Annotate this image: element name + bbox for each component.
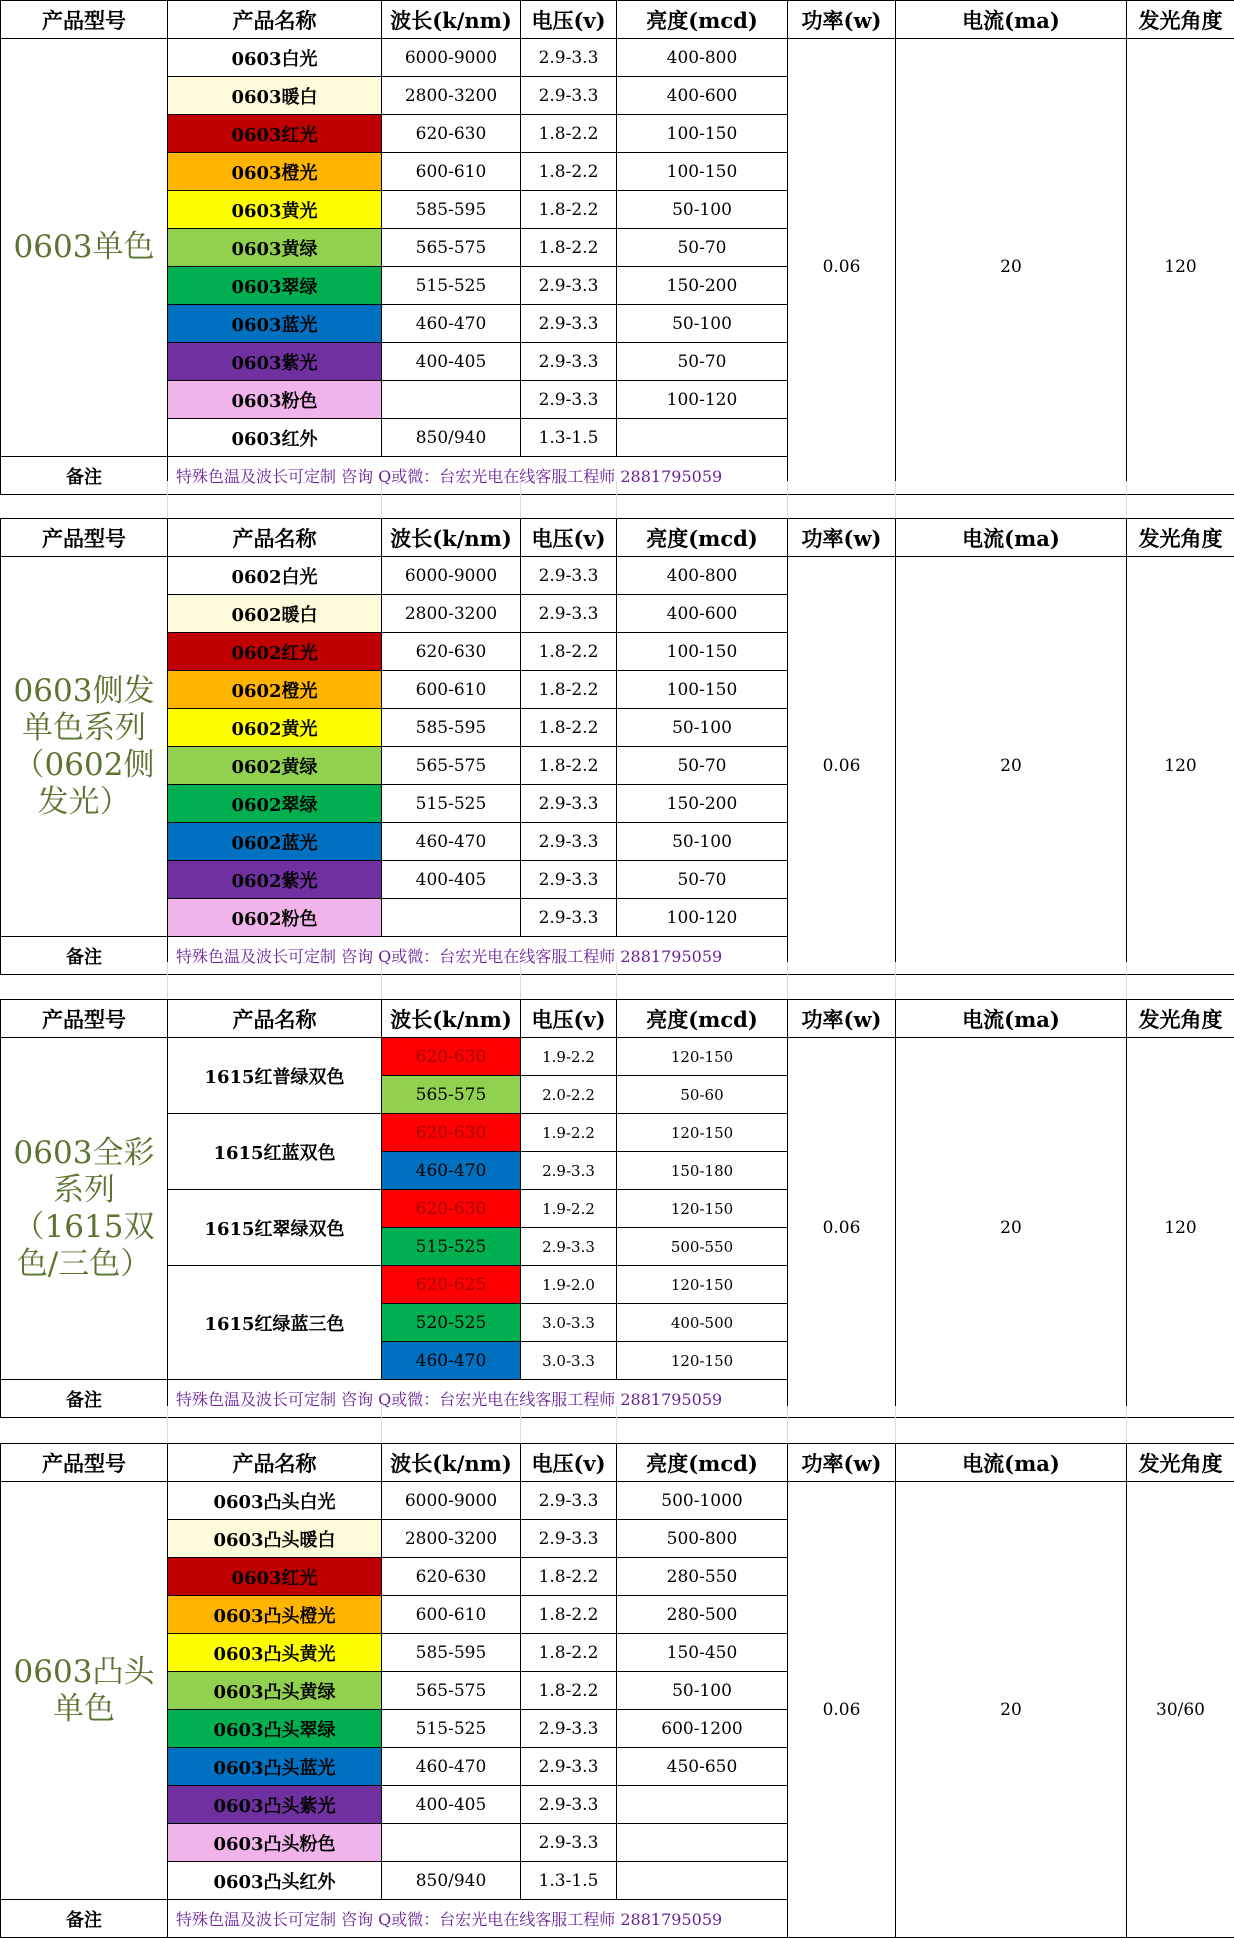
product-name-cell: 0602粉色: [168, 899, 382, 937]
wavelength-cell: 585-595: [382, 1634, 521, 1672]
brightness-cell: 600-1200: [617, 1710, 788, 1748]
brightness-cell: 50-100: [617, 305, 788, 343]
product-name-cell: 0602黄光: [168, 709, 382, 747]
column-header: 亮度(mcd): [617, 1000, 788, 1038]
voltage-cell: 2.9-3.3: [521, 305, 617, 343]
voltage-cell: 2.9-3.3: [521, 1748, 617, 1786]
note-text: 特殊色温及波长可定制 咨询 Q或微：台宏光电在线客服工程师 2881795059: [168, 457, 788, 495]
wavelength-cell: [382, 1824, 521, 1862]
voltage-cell: 1.3-1.5: [521, 419, 617, 457]
column-header: 产品名称: [168, 1, 382, 39]
wavelength-cell: 460-470: [382, 1342, 521, 1380]
table-row: [1, 1482, 1234, 1520]
header-row: [1, 519, 1234, 557]
note-text: 特殊色温及波长可定制 咨询 Q或微：台宏光电在线客服工程师 2881795059: [168, 937, 788, 975]
wavelength-cell: 565-575: [382, 229, 521, 267]
column-header: 电流(ma): [896, 1000, 1127, 1038]
product-name-cell: 0603暖白: [168, 77, 382, 115]
column-header: 功率(w): [788, 1, 896, 39]
column-header: 亮度(mcd): [617, 519, 788, 557]
wavelength-cell: 620-630: [382, 115, 521, 153]
wavelength-cell: 620-625: [382, 1266, 521, 1304]
wavelength-cell: 515-525: [382, 1228, 521, 1266]
model-cell: 0603单色: [1, 39, 168, 457]
column-header: 波长(k/nm): [382, 1000, 521, 1038]
note-text: 特殊色温及波长可定制 咨询 Q或微：台宏光电在线客服工程师 2881795059: [168, 1900, 788, 1938]
section-gap: [0, 1406, 1234, 1443]
wavelength-cell: 565-575: [382, 1076, 521, 1114]
wavelength-cell: 565-575: [382, 1672, 521, 1710]
brightness-cell: 120-150: [617, 1266, 788, 1304]
column-header: 电压(v): [521, 1444, 617, 1482]
voltage-cell: 2.9-3.3: [521, 1228, 617, 1266]
wavelength-cell: 600-610: [382, 1596, 521, 1634]
wavelength-cell: 6000-9000: [382, 39, 521, 77]
power-cell: 0.06: [788, 39, 896, 495]
brightness-cell: 100-120: [617, 899, 788, 937]
header-row: [1, 1444, 1234, 1482]
brightness-cell: 100-150: [617, 671, 788, 709]
product-name-cell: 0603凸头白光: [168, 1482, 382, 1520]
brightness-cell: 400-800: [617, 557, 788, 595]
wavelength-cell: 515-525: [382, 1710, 521, 1748]
wavelength-cell: 2800-3200: [382, 1520, 521, 1558]
wavelength-cell: 460-470: [382, 305, 521, 343]
product-name-cell: 0603橙光: [168, 153, 382, 191]
brightness-cell: 150-450: [617, 1634, 788, 1672]
voltage-cell: 1.8-2.2: [521, 747, 617, 785]
current-cell: 20: [896, 1482, 1127, 1938]
product-name-cell: 1615红普绿双色: [168, 1038, 382, 1114]
column-header: 产品型号: [1, 519, 168, 557]
brightness-cell: [617, 1824, 788, 1862]
product-name-cell: 0602黄绿: [168, 747, 382, 785]
brightness-cell: 120-150: [617, 1190, 788, 1228]
column-header: 产品型号: [1, 1000, 168, 1038]
voltage-cell: 2.9-3.3: [521, 1482, 617, 1520]
voltage-cell: 2.9-3.3: [521, 899, 617, 937]
column-header: 电流(ma): [896, 519, 1127, 557]
brightness-cell: [617, 419, 788, 457]
wavelength-cell: 400-405: [382, 343, 521, 381]
wavelength-cell: 460-470: [382, 1152, 521, 1190]
column-header: 产品型号: [1, 1444, 168, 1482]
column-header: 功率(w): [788, 1444, 896, 1482]
current-cell: 20: [896, 1038, 1127, 1418]
wavelength-cell: 460-470: [382, 1748, 521, 1786]
product-name-cell: 0602白光: [168, 557, 382, 595]
power-cell: 0.06: [788, 557, 896, 975]
angle-cell: 120: [1127, 1038, 1234, 1418]
product-name-cell: 0603红外: [168, 419, 382, 457]
column-header: 亮度(mcd): [617, 1, 788, 39]
brightness-cell: 120-150: [617, 1114, 788, 1152]
voltage-cell: 1.3-1.5: [521, 1862, 617, 1900]
note-label: 备注: [1, 937, 168, 975]
column-header: 波长(k/nm): [382, 519, 521, 557]
voltage-cell: 1.8-2.2: [521, 1634, 617, 1672]
product-name-cell: 0602橙光: [168, 671, 382, 709]
column-header: 发光角度: [1127, 1, 1234, 39]
brightness-cell: 50-100: [617, 823, 788, 861]
wavelength-cell: [382, 899, 521, 937]
wavelength-cell: 6000-9000: [382, 1482, 521, 1520]
column-header: 产品型号: [1, 1, 168, 39]
brightness-cell: 150-180: [617, 1152, 788, 1190]
voltage-cell: 2.9-3.3: [521, 861, 617, 899]
voltage-cell: 1.9-2.2: [521, 1190, 617, 1228]
voltage-cell: 2.9-3.3: [521, 1824, 617, 1862]
model-cell: 0603全彩系列（1615双色/三色）: [1, 1038, 168, 1380]
brightness-cell: 50-60: [617, 1076, 788, 1114]
product-name-cell: 0603凸头橙光: [168, 1596, 382, 1634]
product-name-cell: 0603凸头紫光: [168, 1786, 382, 1824]
power-cell: 0.06: [788, 1038, 896, 1418]
wavelength-cell: 620-630: [382, 1038, 521, 1076]
brightness-cell: 50-70: [617, 861, 788, 899]
wavelength-cell: [382, 381, 521, 419]
wavelength-cell: 850/940: [382, 419, 521, 457]
product-name-cell: 0603凸头红外: [168, 1862, 382, 1900]
wavelength-cell: 400-405: [382, 1786, 521, 1824]
wavelength-cell: 620-630: [382, 633, 521, 671]
product-name-cell: 0603凸头黄绿: [168, 1672, 382, 1710]
wavelength-cell: 600-610: [382, 671, 521, 709]
wavelength-cell: 620-630: [382, 1558, 521, 1596]
product-name-cell: 0602红光: [168, 633, 382, 671]
product-name-cell: 0602暖白: [168, 595, 382, 633]
section-gap: [0, 481, 1234, 518]
voltage-cell: 1.8-2.2: [521, 1596, 617, 1634]
column-header: 产品名称: [168, 519, 382, 557]
voltage-cell: 1.8-2.2: [521, 229, 617, 267]
header-row: [1, 1000, 1234, 1038]
brightness-cell: 280-500: [617, 1596, 788, 1634]
column-header: 电流(ma): [896, 1, 1127, 39]
voltage-cell: 1.8-2.2: [521, 153, 617, 191]
column-header: 波长(k/nm): [382, 1444, 521, 1482]
voltage-cell: 2.9-3.3: [521, 77, 617, 115]
voltage-cell: 2.9-3.3: [521, 381, 617, 419]
brightness-cell: 400-500: [617, 1304, 788, 1342]
product-name-cell: 1615红蓝双色: [168, 1114, 382, 1190]
voltage-cell: 1.8-2.2: [521, 115, 617, 153]
note-label: 备注: [1, 1380, 168, 1418]
column-header: 电压(v): [521, 519, 617, 557]
brightness-cell: 50-70: [617, 343, 788, 381]
spec-table-4: [0, 1443, 1234, 1938]
product-name-cell: 0603凸头粉色: [168, 1824, 382, 1862]
brightness-cell: [617, 1862, 788, 1900]
column-header: 亮度(mcd): [617, 1444, 788, 1482]
table-row: [1, 1038, 1234, 1076]
voltage-cell: 1.8-2.2: [521, 633, 617, 671]
voltage-cell: 2.9-3.3: [521, 1710, 617, 1748]
product-name-cell: 0603红光: [168, 1558, 382, 1596]
voltage-cell: 3.0-3.3: [521, 1304, 617, 1342]
angle-cell: 120: [1127, 557, 1234, 975]
product-name-cell: 0602蓝光: [168, 823, 382, 861]
voltage-cell: 1.9-2.0: [521, 1266, 617, 1304]
wavelength-cell: 2800-3200: [382, 77, 521, 115]
column-header: 电流(ma): [896, 1444, 1127, 1482]
brightness-cell: 50-70: [617, 229, 788, 267]
brightness-cell: 50-100: [617, 1672, 788, 1710]
voltage-cell: 1.8-2.2: [521, 1558, 617, 1596]
product-name-cell: 0603翠绿: [168, 267, 382, 305]
note-label: 备注: [1, 1900, 168, 1938]
voltage-cell: 1.8-2.2: [521, 191, 617, 229]
wavelength-cell: 585-595: [382, 191, 521, 229]
wavelength-cell: 850/940: [382, 1862, 521, 1900]
wavelength-cell: 400-405: [382, 861, 521, 899]
voltage-cell: 2.9-3.3: [521, 1520, 617, 1558]
brightness-cell: 280-550: [617, 1558, 788, 1596]
voltage-cell: 2.9-3.3: [521, 1786, 617, 1824]
product-name-cell: 0602翠绿: [168, 785, 382, 823]
voltage-cell: 2.0-2.2: [521, 1076, 617, 1114]
voltage-cell: 2.9-3.3: [521, 595, 617, 633]
wavelength-cell: 620-630: [382, 1190, 521, 1228]
column-header: 发光角度: [1127, 519, 1234, 557]
brightness-cell: 450-650: [617, 1748, 788, 1786]
brightness-cell: 400-600: [617, 77, 788, 115]
note-text: 特殊色温及波长可定制 咨询 Q或微：台宏光电在线客服工程师 2881795059: [168, 1380, 788, 1418]
brightness-cell: 150-200: [617, 267, 788, 305]
product-name-cell: 0603紫光: [168, 343, 382, 381]
angle-cell: 30/60: [1127, 1482, 1234, 1938]
column-header: 电压(v): [521, 1000, 617, 1038]
brightness-cell: 500-1000: [617, 1482, 788, 1520]
column-header: 发光角度: [1127, 1000, 1234, 1038]
table-row: [1, 557, 1234, 595]
wavelength-cell: 515-525: [382, 267, 521, 305]
brightness-cell: 500-550: [617, 1228, 788, 1266]
voltage-cell: 1.8-2.2: [521, 709, 617, 747]
voltage-cell: 1.9-2.2: [521, 1038, 617, 1076]
voltage-cell: 2.9-3.3: [521, 785, 617, 823]
voltage-cell: 2.9-3.3: [521, 823, 617, 861]
product-name-cell: 1615红翠绿双色: [168, 1190, 382, 1266]
current-cell: 20: [896, 39, 1127, 495]
wavelength-cell: 2800-3200: [382, 595, 521, 633]
brightness-cell: 50-100: [617, 191, 788, 229]
product-name-cell: 0603蓝光: [168, 305, 382, 343]
product-name-cell: 0603凸头暖白: [168, 1520, 382, 1558]
spec-table-2: [0, 518, 1234, 975]
wavelength-cell: 515-525: [382, 785, 521, 823]
voltage-cell: 2.9-3.3: [521, 1152, 617, 1190]
product-name-cell: 1615红绿蓝三色: [168, 1266, 382, 1380]
column-header: 功率(w): [788, 1000, 896, 1038]
wavelength-cell: 585-595: [382, 709, 521, 747]
column-header: 电压(v): [521, 1, 617, 39]
brightness-cell: 400-800: [617, 39, 788, 77]
product-name-cell: 0603粉色: [168, 381, 382, 419]
voltage-cell: 2.9-3.3: [521, 267, 617, 305]
wavelength-cell: 565-575: [382, 747, 521, 785]
brightness-cell: 150-200: [617, 785, 788, 823]
header-row: [1, 1, 1234, 39]
brightness-cell: 100-150: [617, 633, 788, 671]
brightness-cell: [617, 1786, 788, 1824]
column-header: 产品名称: [168, 1444, 382, 1482]
product-name-cell: 0603白光: [168, 39, 382, 77]
column-header: 功率(w): [788, 519, 896, 557]
voltage-cell: 1.8-2.2: [521, 671, 617, 709]
product-name-cell: 0603红光: [168, 115, 382, 153]
brightness-cell: 400-600: [617, 595, 788, 633]
column-header: 产品名称: [168, 1000, 382, 1038]
product-name-cell: 0602紫光: [168, 861, 382, 899]
voltage-cell: 2.9-3.3: [521, 557, 617, 595]
brightness-cell: 100-150: [617, 115, 788, 153]
brightness-cell: 500-800: [617, 1520, 788, 1558]
section-gap: [0, 962, 1234, 999]
wavelength-cell: 6000-9000: [382, 557, 521, 595]
wavelength-cell: 600-610: [382, 153, 521, 191]
column-header: 发光角度: [1127, 1444, 1234, 1482]
product-name-cell: 0603黄光: [168, 191, 382, 229]
current-cell: 20: [896, 557, 1127, 975]
wavelength-cell: 620-630: [382, 1114, 521, 1152]
power-cell: 0.06: [788, 1482, 896, 1938]
brightness-cell: 120-150: [617, 1038, 788, 1076]
voltage-cell: 1.8-2.2: [521, 1672, 617, 1710]
product-name-cell: 0603凸头蓝光: [168, 1748, 382, 1786]
column-header: 波长(k/nm): [382, 1, 521, 39]
brightness-cell: 50-70: [617, 747, 788, 785]
voltage-cell: 3.0-3.3: [521, 1342, 617, 1380]
brightness-cell: 100-150: [617, 153, 788, 191]
wavelength-cell: 520-525: [382, 1304, 521, 1342]
product-name-cell: 0603黄绿: [168, 229, 382, 267]
spec-table-3: [0, 999, 1234, 1418]
model-cell: 0603侧发单色系列（0602侧发光）: [1, 557, 168, 937]
model-cell: 0603凸头单色: [1, 1482, 168, 1900]
brightness-cell: 50-100: [617, 709, 788, 747]
brightness-cell: 100-120: [617, 381, 788, 419]
product-name-cell: 0603凸头翠绿: [168, 1710, 382, 1748]
brightness-cell: 120-150: [617, 1342, 788, 1380]
table-row: [1, 39, 1234, 77]
product-name-cell: 0603凸头黄光: [168, 1634, 382, 1672]
wavelength-cell: 460-470: [382, 823, 521, 861]
voltage-cell: 2.9-3.3: [521, 343, 617, 381]
note-label: 备注: [1, 457, 168, 495]
spec-table-1: [0, 0, 1234, 495]
voltage-cell: 1.9-2.2: [521, 1114, 617, 1152]
voltage-cell: 2.9-3.3: [521, 39, 617, 77]
angle-cell: 120: [1127, 39, 1234, 495]
